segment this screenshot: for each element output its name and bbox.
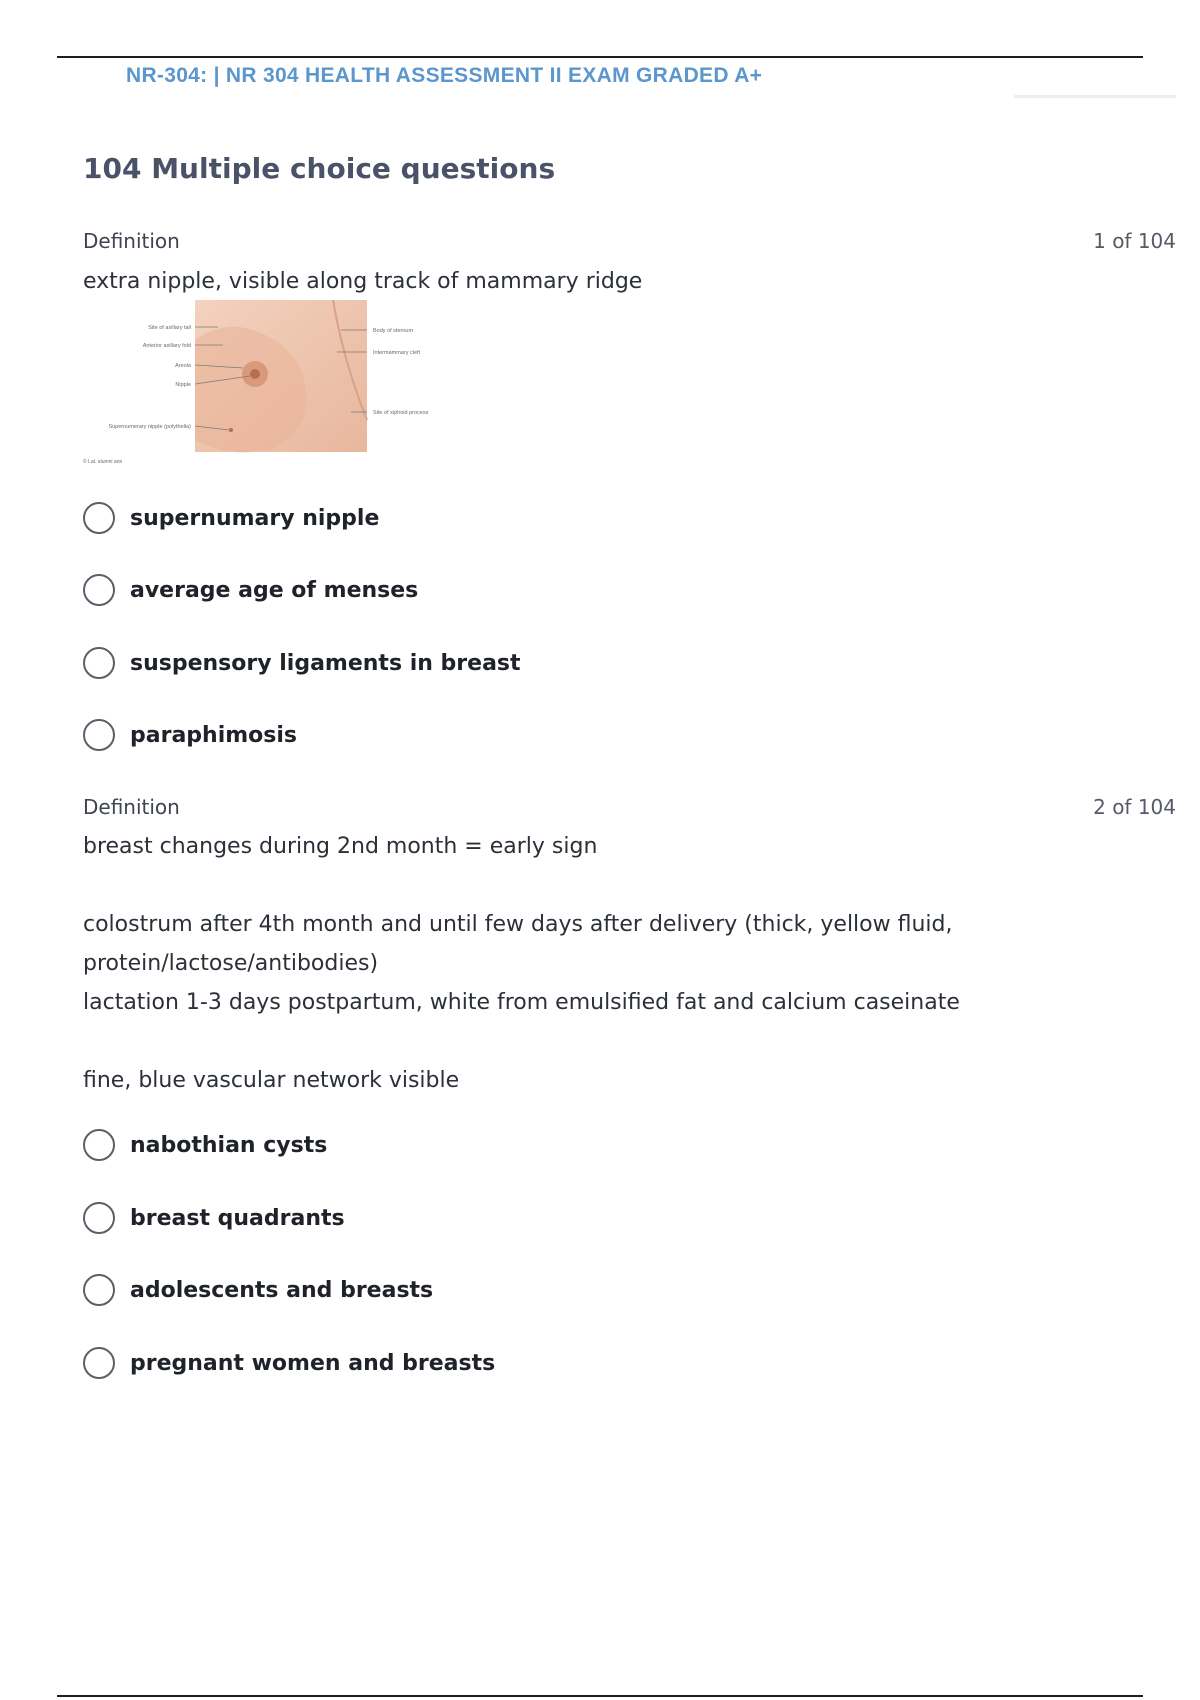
radio-button[interactable]	[83, 647, 115, 679]
figure-label-xiphoid-process: Site of xiphoid process	[373, 410, 429, 416]
question-1-text-line: extra nipple, visible along track of mammary ridge	[83, 269, 643, 294]
nipple	[250, 369, 260, 379]
question-2-text-line: lactation 1-3 days postpartum, white from emulsified fat and calcium caseinate	[83, 990, 960, 1015]
question-1-label: Definition	[83, 229, 180, 253]
question-2-option-2[interactable]	[83, 1199, 345, 1237]
figure-label-intermammary-cleft: Intermammary cleft	[373, 350, 421, 356]
option-label: paraphimosis	[130, 722, 298, 748]
question-2-option-4[interactable]	[83, 1344, 495, 1382]
question-2-text-line	[83, 1022, 960, 1061]
figure-label-supernumerary-nipple: Supernumerary nipple (polythelia)	[108, 424, 191, 430]
question-2-text-line	[83, 866, 960, 905]
radio-button[interactable]	[83, 1347, 115, 1379]
option-label: average age of menses	[130, 577, 419, 603]
document-header: NR-304: | NR 304 HEALTH ASSESSMENT II EXAM GRADED A+	[126, 64, 763, 87]
top-rule	[57, 56, 1143, 58]
option-label: adolescents and breasts	[130, 1277, 434, 1303]
option-label: nabothian cysts	[130, 1132, 328, 1158]
figure-label-nipple: Nipple	[175, 382, 191, 388]
option-label: supernumary nipple	[130, 505, 380, 531]
radio-button[interactable]	[83, 502, 115, 534]
question-2-option-1[interactable]	[83, 1126, 327, 1164]
radio-button[interactable]	[83, 574, 115, 606]
breast-anatomy-figure	[83, 300, 463, 465]
radio-button[interactable]	[83, 1274, 115, 1306]
question-2-text-line: fine, blue vascular network visible	[83, 1068, 460, 1093]
figure-label-areola: Areola	[175, 363, 191, 369]
question-1-text	[83, 262, 642, 301]
question-2-text-line: breast changes during 2nd month = early sign	[83, 834, 598, 859]
radio-button[interactable]	[83, 719, 115, 751]
question-1-counter: 1 of 104	[1093, 229, 1176, 253]
question-2-option-3[interactable]	[83, 1271, 433, 1309]
question-1-option-2[interactable]	[83, 571, 418, 609]
supernumerary-nipple-mark	[229, 428, 233, 432]
question-2-counter: 2 of 104	[1093, 795, 1176, 819]
question-1-option-1[interactable]	[83, 499, 379, 537]
figure-caption: © Lat. alumni ann	[83, 459, 123, 465]
question-2-text	[83, 827, 960, 1100]
figure-label-anterior-axillary-fold: Anterior axillary fold	[142, 343, 191, 349]
question-2-text-line: protein/lactose/antibodies)	[83, 951, 379, 976]
figure-label-axillary-tail: Site of axillary tail	[148, 325, 191, 331]
question-1-option-4[interactable]	[83, 716, 297, 754]
radio-button[interactable]	[83, 1202, 115, 1234]
header-fade-line	[1014, 95, 1176, 98]
bottom-rule	[57, 1695, 1143, 1697]
radio-button[interactable]	[83, 1129, 115, 1161]
option-label: pregnant women and breasts	[130, 1350, 496, 1376]
quiz-title: 104 Multiple choice questions	[83, 152, 556, 185]
question-2-text-line: colostrum after 4th month and until few days after delivery (thick, yellow fluid,	[83, 912, 953, 937]
question-1-option-3[interactable]	[83, 644, 521, 682]
question-2-label: Definition	[83, 795, 180, 819]
option-label: suspensory ligaments in breast	[130, 650, 521, 676]
figure-label-sternum: Body of sternum	[373, 328, 414, 334]
option-label: breast quadrants	[130, 1205, 345, 1231]
